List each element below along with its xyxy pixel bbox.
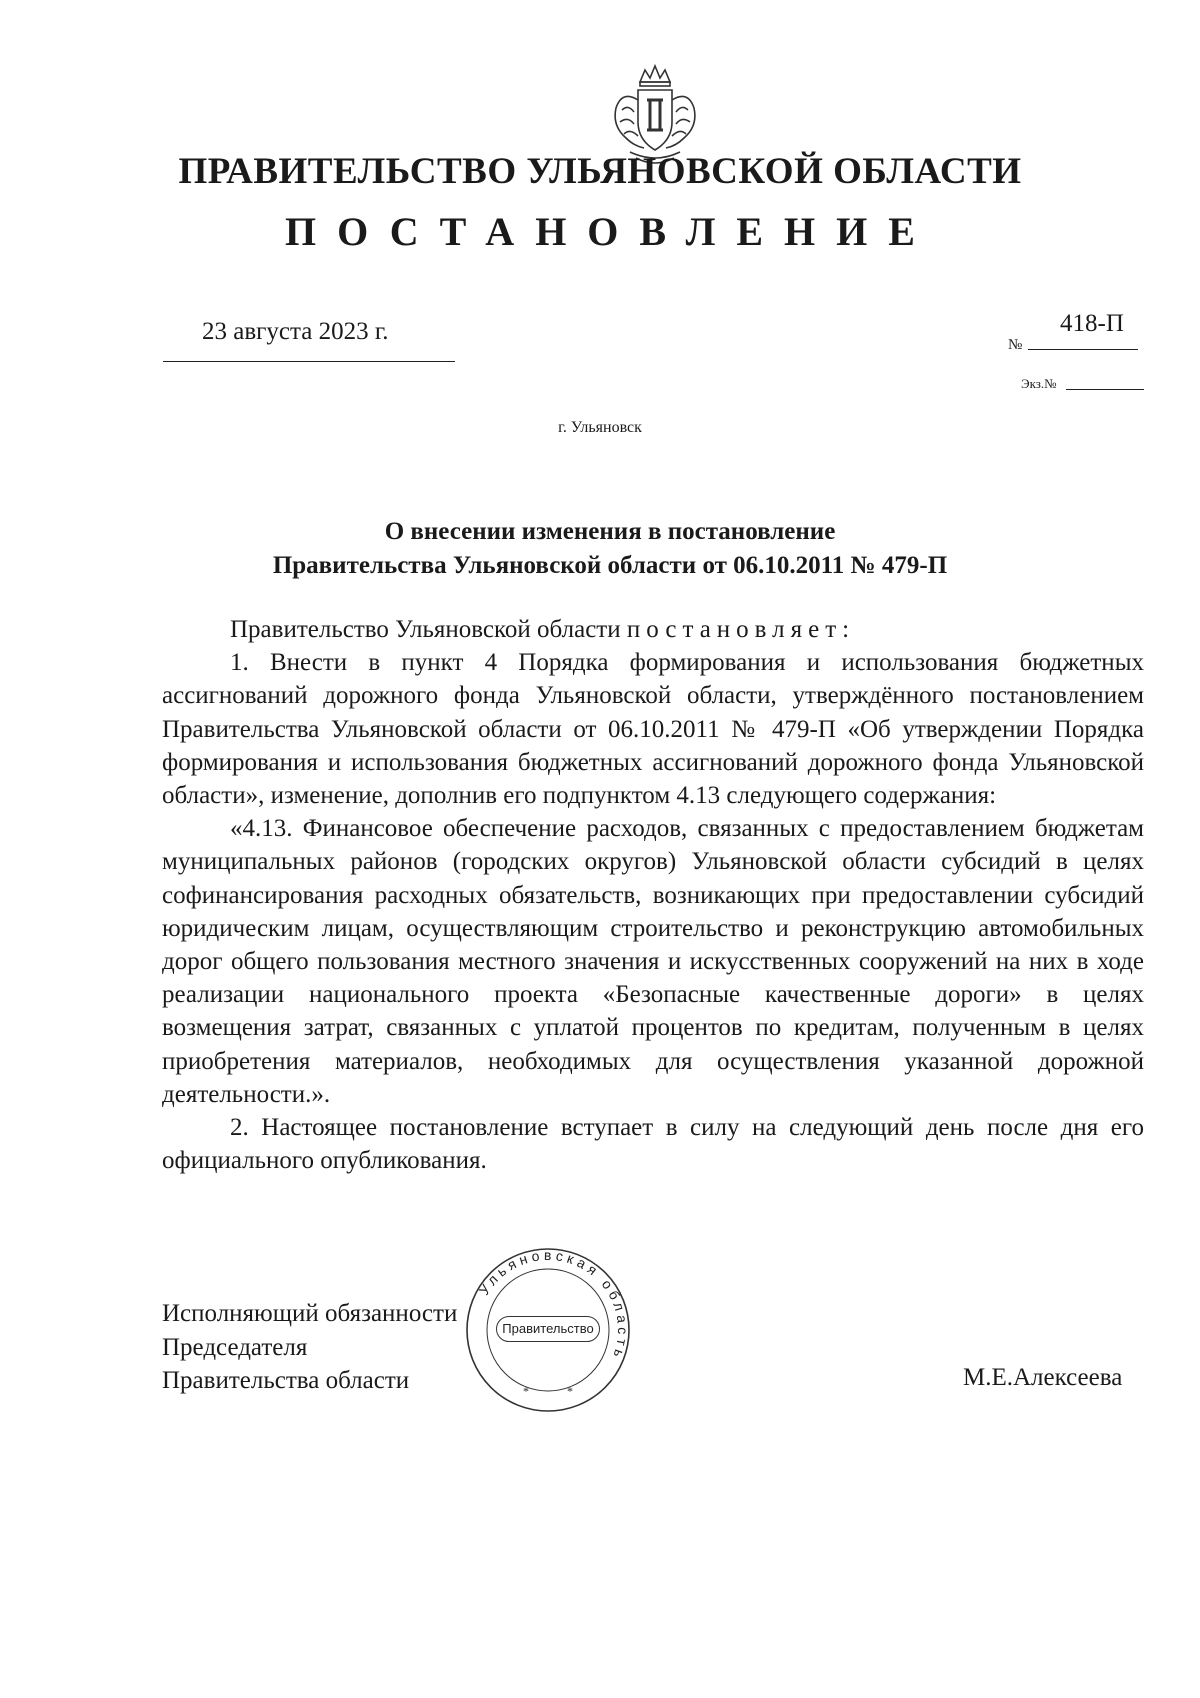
document-body [162, 613, 1144, 1177]
signatory-position [162, 1297, 457, 1398]
intro-prefix: Правительство Ульяновской области [230, 616, 621, 643]
official-seal [463, 1245, 633, 1415]
government-title: ПРАВИТЕЛЬСТВО УЛЬЯНОВСКОЙ ОБЛАСТИ [178, 151, 1022, 192]
paragraph-1: 1. Внести в пункт 4 Порядка формирования и использования бюджетных ассигнований дорожного фонда Ульяновской области, утверждённого постановлением Правительства Ульяновской области от 06.10.2011 № 479-П «Об утверждении Порядка формирования и использования бюджетных ассигнований дорожного фонда Ульяновской области», изменение, дополнив его подпунктом 4.13 следующего содержания: [162, 649, 1144, 810]
svg-text:Ульяновская область [476, 1247, 632, 1364]
number-underline [1028, 349, 1138, 350]
position-line-1: Исполняющий обязанности [162, 1300, 458, 1327]
position-line-2: Председателя [162, 1333, 308, 1361]
document-subject [160, 515, 1060, 583]
copy-number-underline [1066, 389, 1144, 390]
signatory-name: М.Е.Алексеева [963, 1364, 1123, 1391]
intro-paragraph [162, 613, 1144, 646]
seal-ring-text: Ульяновская область [475, 1246, 632, 1364]
document-date: 23 августа 2023 г. [202, 318, 389, 345]
subject-line-1: О внесении изменения в постановление [384, 518, 836, 545]
position-line-3: Правительства области [162, 1367, 410, 1394]
document-type-title: ПОСТАНОВЛЕНИЕ [285, 209, 936, 254]
svg-text:*: * [523, 1384, 529, 1398]
paragraph-2: 2. Настоящее постановление вступает в силу на следующий день после дня его официального опубликования. [162, 1114, 1144, 1175]
number-label: № [1008, 337, 1023, 353]
city: г. Ульяновск [558, 419, 642, 436]
document-number: 418-П [1060, 310, 1124, 337]
intro-verb: постановляет: [626, 616, 856, 643]
copy-number-label: Экз.№ [1021, 376, 1057, 391]
seal-center-text: Правительство [496, 1316, 600, 1342]
subject-line-2: Правительства Ульяновской области от 06.10.2011 № 479-П [272, 552, 948, 579]
svg-text:*: * [567, 1384, 573, 1398]
paragraph-quote-4-13: «4.13. Финансовое обеспечение расходов, связанных с предоставлением бюджетам муниципальных районов (городских округов) Ульяновской области субсидий в целях софинансирования расходных обязательств, возникающих при предоставлении субсидий юридическим лицам, осуществляющим строительство и реконструкцию автомобильных дорог общего пользования местного значения и искусственных сооружений на них в ходе реализации национального проекта «Безопасные качественные дороги» в целях возмещения затрат, связанных с уплатой процентов по кредитам, полученным в целях приобретения материалов, необходимых для осуществления указанной дорожной деятельности.». [162, 815, 1144, 1108]
date-underline [163, 361, 455, 362]
